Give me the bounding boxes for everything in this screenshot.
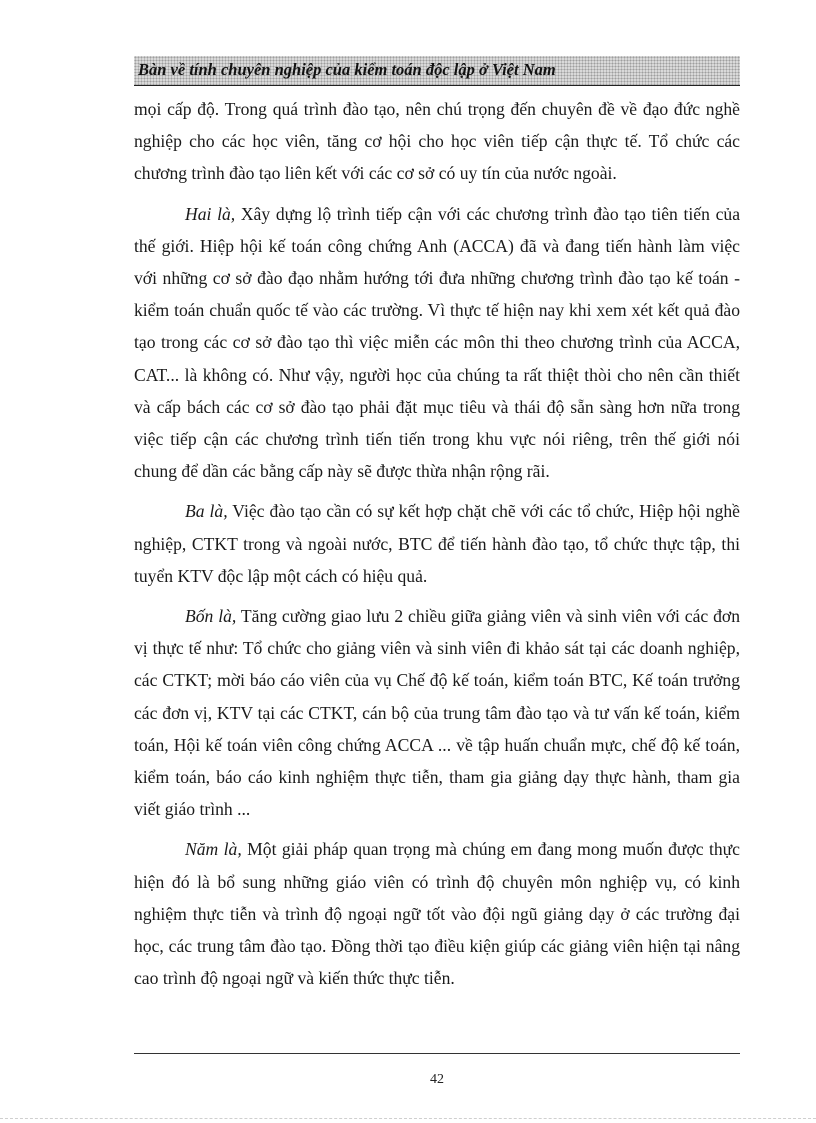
paragraph-lead: Hai là, — [185, 203, 236, 224]
paragraph-bon-la — [134, 600, 740, 825]
paragraph-text: Việc đào tạo cần có sự kết hợp chặt chẽ với các tổ chức, Hiệp hội nghề nghiệp, CTKT trong và ngoài nước, BTC để tiến hành đào tạo, tổ chức thực tập, thi tuyển KTV độc lập một cách có hiệu quả. — [134, 501, 740, 586]
footer-divider — [134, 1053, 740, 1054]
paragraph-text: mọi cấp độ. Trong quá trình đào tạo, nên chú trọng đến chuyên đề về đạo đức nghề nghiệp cho các học viên, tăng cơ hội cho học viên tiếp cận thực tế. Tổ chức các chương trình đào tạo liên kết với các cơ sở có uy tín của nước ngoài. — [134, 99, 740, 184]
running-header — [134, 56, 740, 86]
body-text — [134, 93, 740, 1002]
paragraph-lead: Ba là, — [185, 501, 228, 522]
paragraph-lead: Bốn là, — [185, 606, 237, 627]
page-number: 42 — [430, 1072, 444, 1087]
paragraph-hai-la — [134, 198, 740, 488]
header-title: Bàn về tính chuyên nghiệp của kiểm toán độc lập ở Việt Nam — [138, 60, 556, 79]
paragraph-text: Một giải pháp quan trọng mà chúng em đang mong muốn được thực hiện đó là bổ sung những giáo viên có trình độ chuyên môn nghiệp vụ, có kinh nghiệm thực tiễn và trình độ ngoại ngữ tốt vào đội ngũ giảng dạy ở các trường đại học, các trung tâm đào tạo. Đồng thời tạo điều kiện giúp các giảng viên hiện tại nâng cao trình độ ngoại ngữ và kiến thức thực tiễn. — [134, 839, 740, 989]
paragraph-nam-la — [134, 833, 740, 994]
paragraph-ba-la — [134, 495, 740, 592]
paragraph-lead: Năm là, — [185, 839, 242, 860]
paragraph-continuation — [134, 93, 740, 190]
page-edge-divider — [0, 1118, 816, 1119]
paragraph-text: Tăng cường giao lưu 2 chiều giữa giảng viên và sinh viên với các đơn vị thực tế như: Tổ chức cho giảng viên và sinh viên đi khảo sát tại các doanh nghiệp, các CTKT; mời báo cáo viên của vụ Chế độ kế toán, kiểm toán BTC, Kế toán trưởng các đơn vị, KTV tại các CTKT, cán bộ của trung tâm đào tạo và tư vấn kế toán, kiểm toán, Hội kế toán viên công chứng ACCA ... về tập huấn chuẩn mực, chế độ kế toán, kiểm toán, báo cáo kinh nghiệm thực tiễn, tham gia giảng dạy thực hành, tham gia viết giáo trình ... — [134, 606, 740, 820]
paragraph-text: Xây dựng lộ trình tiếp cận với các chương trình đào tạo tiên tiến của thế giới. Hiệp hội kế toán công chứng Anh (ACCA) đã và đang tiến hành làm việc với những cơ sở đào đạo nhằm hướng tới đưa những chương trình đào tạo kế toán - kiểm toán chuẩn quốc tế vào các trường. Vì thực tế hiện nay khi xem xét kết quả đào tạo trong các cơ sở đào tạo thì việc miễn các môn thi theo chương trình của ACCA, CAT... là không có. Như vậy, người học của chúng ta rất thiệt thòi cho nên cần thiết và cấp bách các cơ sở đào tạo phải đặt mục tiêu và thái độ sẵn sàng hơn nữa trong việc tiếp cận các chương trình tiến tiến trong khu vực nói riêng, trên thế giới nói chung để dần các bằng cấp này sẽ được thừa nhận rộng rãi. — [134, 203, 740, 482]
